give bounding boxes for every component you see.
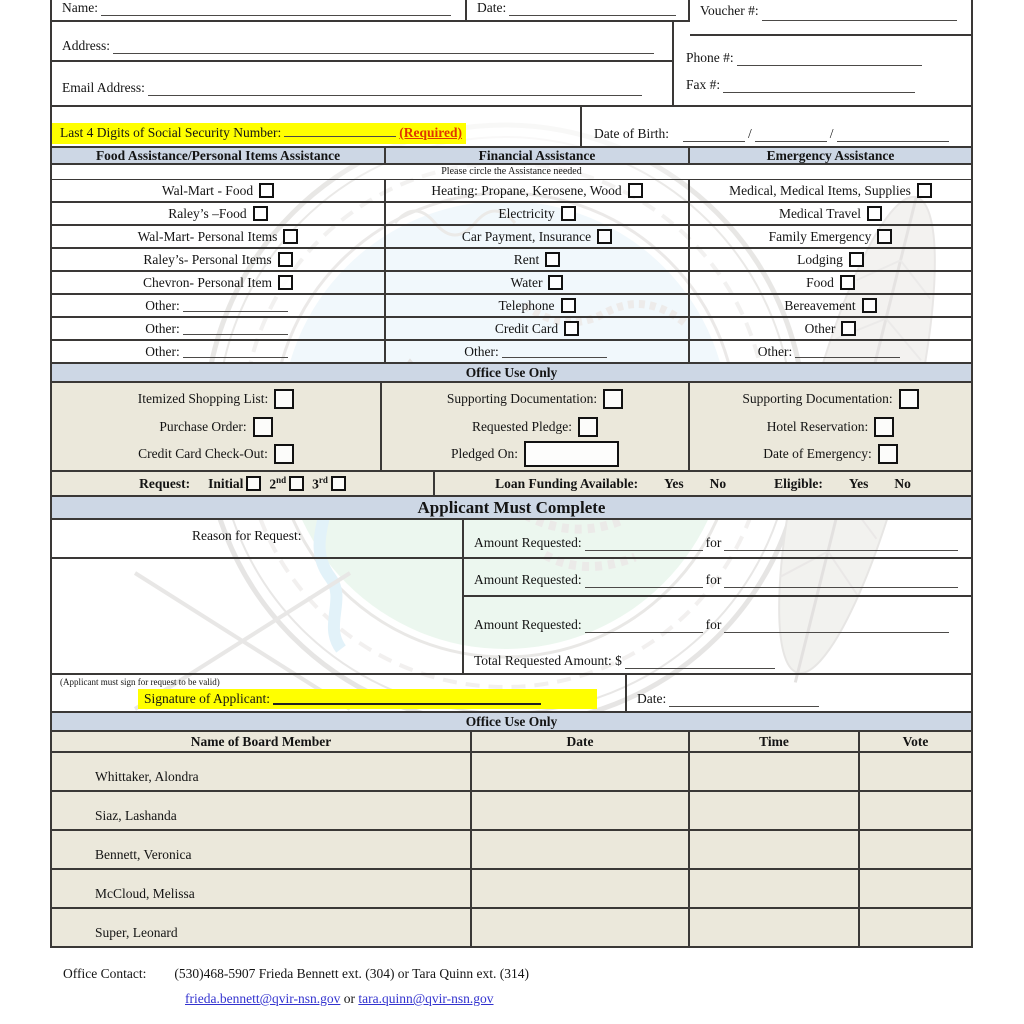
applicant-identity-section xyxy=(52,0,971,107)
amount-input-line[interactable] xyxy=(585,621,703,633)
board-date-cell[interactable] xyxy=(472,792,690,829)
request-initial-checkbox[interactable] xyxy=(246,476,261,491)
assistance-option-row xyxy=(386,249,688,272)
office-field-box[interactable] xyxy=(524,441,619,467)
assistance-option-label: Credit Card xyxy=(494,320,559,336)
office-use-column-2 xyxy=(382,383,690,470)
food-assistance-column xyxy=(52,180,386,364)
board-date-cell[interactable] xyxy=(472,831,690,868)
office-contact-emails xyxy=(185,991,494,1007)
ssn-dob-row xyxy=(52,107,971,148)
office-use-field xyxy=(52,386,380,413)
assistance-option-checkbox[interactable] xyxy=(278,275,293,290)
dob-label: Date of Birth: xyxy=(594,126,669,141)
amount-input-line[interactable] xyxy=(585,576,703,588)
board-name-header: Name of Board Member xyxy=(52,732,472,751)
assistance-option-label: Other: xyxy=(757,343,793,359)
assistance-option-checkbox[interactable] xyxy=(840,275,855,290)
signature-input-line[interactable] xyxy=(273,693,541,705)
assistance-option-label: Other: xyxy=(145,297,180,313)
board-member-row xyxy=(52,909,971,948)
assistance-other-line[interactable] xyxy=(183,323,288,335)
reason-for-request-label: Reason for Request: xyxy=(192,528,302,543)
assistance-option-row xyxy=(52,318,384,341)
total-requested-label: Total Requested Amount: $ xyxy=(474,653,622,668)
ssn-required-label: (Required) xyxy=(399,125,462,140)
assistance-option-checkbox[interactable] xyxy=(283,229,298,244)
name-input-line[interactable] xyxy=(101,4,451,16)
board-time-cell[interactable] xyxy=(690,792,860,829)
assistance-option-row xyxy=(690,226,971,249)
assistance-request-form xyxy=(50,0,973,948)
request-second-checkbox[interactable] xyxy=(289,476,304,491)
dob-day-line[interactable] xyxy=(755,130,827,142)
amount-input-line[interactable] xyxy=(585,539,703,551)
office-field-checkbox[interactable] xyxy=(253,417,273,437)
eligible-yes-option[interactable]: Yes xyxy=(848,475,869,491)
assistance-option-label: Raley’s- Personal Items xyxy=(143,251,272,267)
fax-input-line[interactable] xyxy=(723,81,915,93)
total-amount-line[interactable] xyxy=(625,657,775,669)
assistance-option-checkbox[interactable] xyxy=(597,229,612,244)
assistance-option-label: Electricity xyxy=(498,205,555,221)
date-field-cell xyxy=(467,0,690,22)
assistance-other-line[interactable] xyxy=(183,346,288,358)
office-use-field xyxy=(382,413,688,440)
ssn-input-line[interactable] xyxy=(284,125,396,137)
board-table-body xyxy=(52,753,971,948)
assistance-option-checkbox[interactable] xyxy=(253,206,268,221)
request-cell xyxy=(52,472,435,495)
applicant-must-complete-band: Applicant Must Complete xyxy=(52,497,971,520)
signature-date-cell xyxy=(625,675,971,711)
loan-funding-label: Loan Funding Available: xyxy=(495,475,639,491)
office-field-checkbox[interactable] xyxy=(874,417,894,437)
assistance-option-label: Raley’s –Food xyxy=(168,205,247,221)
assistance-option-checkbox[interactable] xyxy=(877,229,892,244)
request-third-checkbox[interactable] xyxy=(331,476,346,491)
board-member-name: Whittaker, Alondra xyxy=(52,753,472,790)
dob-year-line[interactable] xyxy=(837,130,949,142)
assistance-option-label: Wal-Mart - Food xyxy=(161,182,254,198)
assistance-option-checkbox[interactable] xyxy=(561,298,576,313)
assistance-option-row xyxy=(52,180,384,203)
assistance-header-row xyxy=(52,148,971,165)
assistance-option-row xyxy=(386,226,688,249)
email-link-frieda[interactable]: frieda.bennett@qvir-nsn.gov xyxy=(185,991,341,1006)
assistance-option-row xyxy=(52,226,384,249)
office-contact-line xyxy=(63,966,529,982)
office-field-checkbox[interactable] xyxy=(274,444,294,464)
board-vote-cell[interactable] xyxy=(860,792,971,829)
office-field-checkbox[interactable] xyxy=(274,389,294,409)
signature-highlight-bar xyxy=(138,689,597,709)
ssn-highlight xyxy=(52,123,466,144)
phone-label: Phone #: xyxy=(686,50,734,65)
amount-purpose-line[interactable] xyxy=(724,621,949,633)
amount-requested-label: Amount Requested: xyxy=(474,571,582,587)
assistance-option-checkbox[interactable] xyxy=(564,321,579,336)
assistance-options-table xyxy=(52,180,971,364)
assistance-option-checkbox[interactable] xyxy=(917,183,932,198)
assistance-option-checkbox[interactable] xyxy=(867,206,882,221)
date-input-line[interactable] xyxy=(509,4,676,16)
assistance-option-row xyxy=(690,295,971,318)
address-field-cell xyxy=(52,22,674,62)
board-member-name: Bennett, Veronica xyxy=(52,831,472,868)
assistance-option-label: Food xyxy=(806,274,834,290)
office-field-checkbox[interactable] xyxy=(878,444,898,464)
office-field-label: Itemized Shopping List: xyxy=(137,391,269,406)
signature-row xyxy=(52,675,971,713)
assistance-option-label: Chevron- Personal Item xyxy=(143,274,272,290)
office-use-field xyxy=(690,413,971,440)
amount-purpose-line[interactable] xyxy=(724,576,958,588)
email-link-tara[interactable]: tara.quinn@qvir-nsn.gov xyxy=(358,991,494,1006)
amount-requested-column xyxy=(464,520,971,673)
email-label: Email Address: xyxy=(62,80,145,95)
assistance-option-row xyxy=(52,341,384,364)
office-field-label: Credit Card Check-Out: xyxy=(138,446,268,461)
board-time-header: Time xyxy=(690,732,860,751)
assistance-other-line[interactable] xyxy=(183,300,288,312)
assistance-option-row xyxy=(386,341,688,364)
email-input-line[interactable] xyxy=(148,84,642,96)
assistance-option-checkbox[interactable] xyxy=(548,275,563,290)
email-or-text: or xyxy=(343,991,355,1006)
amount-row xyxy=(464,597,971,646)
assistance-option-label: Rent xyxy=(513,251,540,267)
applicant-section xyxy=(52,520,971,675)
dob-slash-1: / xyxy=(747,126,752,141)
assistance-option-label: Bereavement xyxy=(784,297,856,313)
assistance-option-row xyxy=(386,180,688,203)
board-vote-cell[interactable] xyxy=(860,909,971,946)
office-contact-label: Office Contact: xyxy=(63,966,147,981)
assistance-option-label: Other: xyxy=(145,320,180,336)
email-field-cell xyxy=(52,62,674,107)
address-label: Address: xyxy=(62,38,110,53)
board-time-cell[interactable] xyxy=(690,753,860,790)
assistance-option-label: Water xyxy=(510,274,543,290)
ssn-label: Last 4 Digits of Social Security Number: xyxy=(60,125,282,140)
office-contact-text: (530)468-5907 Frieda Bennett ext. (304) or Tara Quinn ext. (314) xyxy=(174,966,529,981)
amount-requested-label: Amount Requested: xyxy=(474,535,582,551)
assistance-option-checkbox[interactable] xyxy=(561,206,576,221)
assistance-other-line[interactable] xyxy=(795,346,900,358)
phone-input-line[interactable] xyxy=(737,54,922,66)
assistance-option-row xyxy=(690,341,971,364)
signature-label: Signature of Applicant: xyxy=(144,691,270,706)
board-member-row xyxy=(52,792,971,831)
amount-requested-label: Amount Requested: xyxy=(474,617,582,633)
office-use-field xyxy=(52,413,380,440)
assistance-option-label: Telephone xyxy=(498,297,555,313)
name-field-cell xyxy=(52,0,467,22)
board-date-header: Date xyxy=(472,732,690,751)
assistance-option-row xyxy=(52,203,384,226)
eligible-label: Eligible: xyxy=(774,475,823,491)
assistance-option-label: Family Emergency xyxy=(768,228,872,244)
signature-date-line[interactable] xyxy=(669,695,819,707)
circle-assistance-note: Please circle the Assistance needed xyxy=(52,165,971,180)
board-table-header xyxy=(52,732,971,753)
financial-assistance-header: Financial Assistance xyxy=(386,148,690,163)
dob-cell xyxy=(582,107,971,146)
office-field-label: Requested Pledge: xyxy=(471,418,573,434)
amount-row xyxy=(464,556,971,596)
office-use-field xyxy=(52,441,380,468)
emergency-assistance-column xyxy=(690,180,971,364)
loan-no-option[interactable]: No xyxy=(709,475,727,491)
voucher-field-cell xyxy=(690,0,971,36)
voucher-input-line[interactable] xyxy=(762,9,957,21)
office-use-column-1 xyxy=(52,383,382,470)
total-amount-row xyxy=(464,646,971,673)
office-field-label: Date of Emergency: xyxy=(763,446,872,461)
loan-yes-option[interactable]: Yes xyxy=(664,475,684,491)
assistance-option-label: Car Payment, Insurance xyxy=(461,228,592,244)
request-third-label: 3rd xyxy=(312,474,328,492)
board-member-name: Super, Leonard xyxy=(52,909,472,946)
assistance-option-checkbox[interactable] xyxy=(849,252,864,267)
board-date-cell[interactable] xyxy=(472,753,690,790)
request-initial-label: Initial xyxy=(208,475,244,491)
assistance-option-label: Other: xyxy=(464,343,499,359)
assistance-option-row xyxy=(386,295,688,318)
assistance-option-label: Lodging xyxy=(797,251,843,267)
address-input-line[interactable] xyxy=(113,42,654,54)
office-field-checkbox[interactable] xyxy=(899,389,919,409)
office-use-field xyxy=(382,441,688,468)
assistance-option-checkbox[interactable] xyxy=(628,183,643,198)
board-time-cell[interactable] xyxy=(690,909,860,946)
assistance-option-row xyxy=(386,203,688,226)
assistance-option-row xyxy=(386,318,688,341)
assistance-option-row xyxy=(690,272,971,295)
office-field-label: Hotel Reservation: xyxy=(766,418,869,434)
assistance-option-row xyxy=(52,272,384,295)
assistance-option-checkbox[interactable] xyxy=(259,183,274,198)
amount-row xyxy=(464,520,971,556)
assistance-option-label: Heating: Propane, Kerosene, Wood xyxy=(431,182,622,198)
office-use-only-band: Office Use Only xyxy=(52,364,971,383)
voucher-label: Voucher #: xyxy=(700,3,759,18)
board-member-name: Siaz, Lashanda xyxy=(52,792,472,829)
assistance-option-row xyxy=(690,318,971,341)
board-time-cell[interactable] xyxy=(690,831,860,868)
signature-note: (Applicant must sign for request to be valid) xyxy=(60,677,220,687)
for-label: for xyxy=(705,535,722,551)
board-member-row xyxy=(52,870,971,909)
fax-label: Fax #: xyxy=(686,77,721,92)
office-field-checkbox[interactable] xyxy=(578,417,598,437)
office-use-column-3 xyxy=(690,383,971,470)
name-label: Name: xyxy=(62,0,98,15)
board-vote-cell[interactable] xyxy=(860,753,971,790)
board-vote-cell[interactable] xyxy=(860,870,971,907)
assistance-option-row xyxy=(52,295,384,318)
board-time-cell[interactable] xyxy=(690,870,860,907)
dob-month-line[interactable] xyxy=(683,130,745,142)
assistance-option-checkbox[interactable] xyxy=(841,321,856,336)
assistance-option-checkbox[interactable] xyxy=(278,252,293,267)
assistance-option-row xyxy=(52,249,384,272)
assistance-option-row xyxy=(690,249,971,272)
office-field-checkbox[interactable] xyxy=(603,389,623,409)
ssn-cell xyxy=(52,107,582,146)
date-label: Date: xyxy=(477,0,507,15)
request-label: Request: xyxy=(139,475,191,491)
office-use-field xyxy=(382,386,688,413)
office-field-label: Purchase Order: xyxy=(159,418,247,434)
office-use-area xyxy=(52,383,971,472)
office-field-label: Supporting Documentation: xyxy=(742,391,893,406)
office-field-label: Supporting Documentation: xyxy=(446,391,598,406)
loan-eligibility-cell xyxy=(435,472,971,495)
emergency-assistance-header: Emergency Assistance xyxy=(766,147,895,163)
office-use-field xyxy=(690,386,971,413)
amount-purpose-line[interactable] xyxy=(724,539,958,551)
assistance-option-label: Other xyxy=(804,320,836,336)
for-label: for xyxy=(705,617,722,633)
assistance-option-label: Wal-Mart- Personal Items xyxy=(137,228,278,244)
board-member-name: McCloud, Melissa xyxy=(52,870,472,907)
assistance-option-row xyxy=(690,203,971,226)
assistance-option-label: Medical, Medical Items, Supplies xyxy=(729,182,911,198)
board-date-cell[interactable] xyxy=(472,870,690,907)
assistance-option-checkbox[interactable] xyxy=(862,298,877,313)
assistance-option-row xyxy=(386,272,688,295)
board-member-row xyxy=(52,831,971,870)
eligible-no-option[interactable]: No xyxy=(894,475,911,491)
signature-date-label: Date: xyxy=(637,691,667,706)
phone-fax-cell xyxy=(674,36,971,107)
board-date-cell[interactable] xyxy=(472,909,690,946)
office-field-label: Pledged On: xyxy=(450,446,519,461)
assistance-option-label: Other: xyxy=(145,343,180,359)
board-vote-cell[interactable] xyxy=(860,831,971,868)
assistance-other-line[interactable] xyxy=(502,346,607,358)
financial-assistance-column xyxy=(386,180,690,364)
assistance-option-label: Medical Travel xyxy=(778,205,862,221)
office-use-only-band-2: Office Use Only xyxy=(52,713,971,732)
for-label: for xyxy=(705,571,722,587)
assistance-option-row xyxy=(690,180,971,203)
dob-slash-2: / xyxy=(829,126,834,141)
request-second-label: 2nd xyxy=(269,474,287,492)
board-vote-header: Vote xyxy=(902,733,929,749)
board-member-row xyxy=(52,753,971,792)
request-count-row xyxy=(52,472,971,497)
assistance-option-checkbox[interactable] xyxy=(545,252,560,267)
office-use-field xyxy=(690,441,971,468)
food-assistance-header: Food Assistance/Personal Items Assistance xyxy=(52,148,386,163)
